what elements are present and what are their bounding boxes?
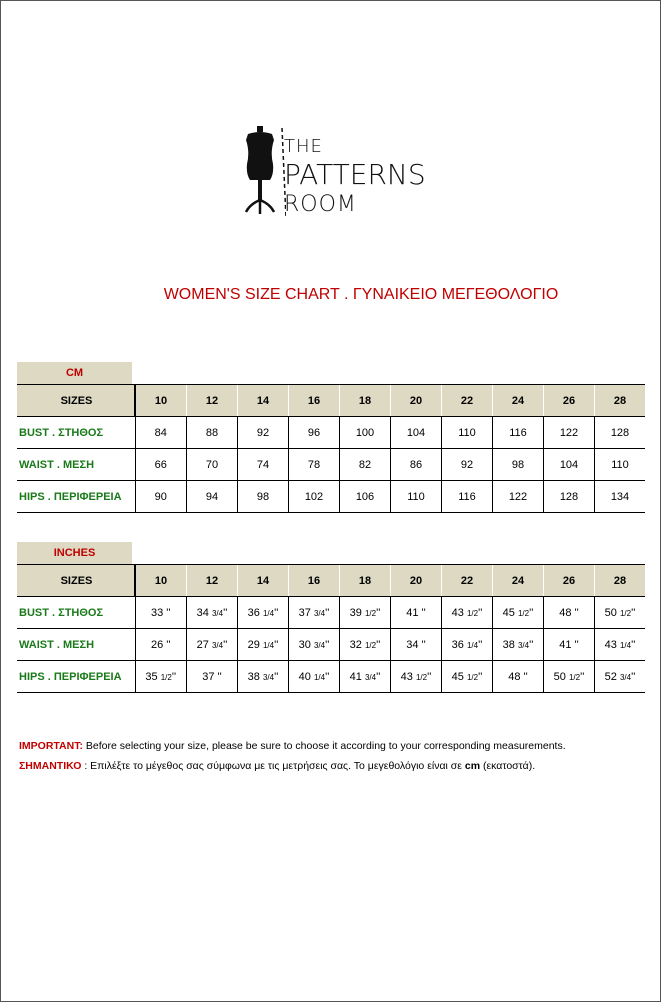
measure-whole: 26 bbox=[150, 638, 164, 651]
table-row bbox=[17, 481, 645, 513]
table-row bbox=[17, 449, 645, 481]
measurement-cell: 104 bbox=[544, 449, 595, 481]
inch-mark: '' bbox=[223, 606, 228, 619]
measurement-cell: 110 bbox=[442, 417, 493, 449]
size-18: 18 bbox=[340, 385, 391, 417]
measurement-cell bbox=[544, 597, 595, 629]
measurement-cell bbox=[135, 629, 187, 661]
inch-mark: '' bbox=[274, 606, 279, 619]
measurement-cell: 66 bbox=[135, 449, 187, 481]
measurement-cell bbox=[493, 661, 544, 693]
size-24: 24 bbox=[493, 565, 544, 597]
measure-fraction: 1/2 bbox=[619, 608, 632, 618]
size-16: 16 bbox=[289, 565, 340, 597]
measure-whole: 34 bbox=[196, 606, 209, 619]
measurement-cell: 86 bbox=[391, 449, 442, 481]
measure-whole: 43 bbox=[451, 606, 464, 619]
size-22: 22 bbox=[442, 565, 493, 597]
table-row bbox=[17, 597, 645, 629]
size-14: 14 bbox=[238, 385, 289, 417]
measurement-cell bbox=[340, 629, 391, 661]
measurement-cell bbox=[135, 597, 187, 629]
measurement-cell: 100 bbox=[340, 417, 391, 449]
measure-fraction: 1/2 bbox=[160, 672, 172, 682]
inch-mark: '' bbox=[631, 638, 636, 651]
size-header-row bbox=[17, 565, 645, 597]
measure-whole: 30 bbox=[298, 638, 311, 651]
measurement-cell bbox=[187, 661, 238, 693]
measure-whole: 37 bbox=[202, 670, 215, 683]
important-label: IMPORTANT: bbox=[19, 740, 83, 752]
size-26: 26 bbox=[544, 385, 595, 417]
sizes-label: SIZES bbox=[17, 565, 135, 597]
measure-whole: 32 bbox=[349, 638, 362, 651]
measure-whole: 39 bbox=[349, 606, 362, 619]
size-16: 16 bbox=[289, 385, 340, 417]
inch-mark: '' bbox=[574, 606, 579, 619]
inch-size-table bbox=[17, 564, 645, 693]
important-note-gr bbox=[19, 760, 535, 772]
measurement-cell: 84 bbox=[135, 417, 187, 449]
measure-fraction: 1/4 bbox=[262, 608, 275, 618]
measure-whole: 41 bbox=[406, 606, 419, 619]
cm-size-table bbox=[17, 384, 645, 513]
brand-logo bbox=[236, 126, 436, 226]
measure-whole: 45 bbox=[502, 606, 515, 619]
measurement-cell bbox=[442, 629, 493, 661]
row-label: HIPS . ΠΕΡΙΦΕΡΕΙΑ bbox=[17, 661, 135, 693]
row-label: HIPS . ΠΕΡΙΦΕΡΕΙΑ bbox=[17, 481, 135, 513]
sizes-label: SIZES bbox=[17, 385, 135, 417]
size-12: 12 bbox=[187, 565, 238, 597]
size-10: 10 bbox=[135, 385, 187, 417]
measurement-cell bbox=[544, 661, 595, 693]
measure-whole: 38 bbox=[502, 638, 515, 651]
measure-fraction: 3/4 bbox=[517, 640, 530, 650]
measure-whole: 50 bbox=[604, 606, 617, 619]
measure-fraction: 1/2 bbox=[364, 608, 377, 618]
size-12: 12 bbox=[187, 385, 238, 417]
size-22: 22 bbox=[442, 385, 493, 417]
measure-fraction: 3/4 bbox=[619, 672, 632, 682]
measure-whole: 34 bbox=[406, 638, 419, 651]
size-18: 18 bbox=[340, 565, 391, 597]
inch-mark: '' bbox=[478, 606, 483, 619]
measurement-cell bbox=[135, 661, 187, 693]
size-28: 28 bbox=[595, 565, 646, 597]
measurement-cell: 128 bbox=[544, 481, 595, 513]
inch-mark: '' bbox=[376, 606, 381, 619]
inch-mark: '' bbox=[478, 670, 483, 683]
size-20: 20 bbox=[391, 565, 442, 597]
measurement-cell: 92 bbox=[442, 449, 493, 481]
measurement-cell: 70 bbox=[187, 449, 238, 481]
inch-mark: '' bbox=[529, 638, 534, 651]
measurement-cell: 110 bbox=[391, 481, 442, 513]
measurement-cell: 116 bbox=[442, 481, 493, 513]
measurement-cell bbox=[442, 661, 493, 693]
measure-whole: 41 bbox=[349, 670, 362, 683]
size-24: 24 bbox=[493, 385, 544, 417]
inch-mark: '' bbox=[523, 670, 528, 683]
measurement-cell bbox=[187, 597, 238, 629]
measurement-cell: 128 bbox=[595, 417, 646, 449]
cm-unit-label: CM bbox=[17, 362, 132, 384]
brand-the: THE bbox=[284, 136, 323, 157]
measurement-cell bbox=[442, 597, 493, 629]
table-row bbox=[17, 417, 645, 449]
measurement-cell: 122 bbox=[544, 417, 595, 449]
important-text-gr-end: (εκατοστά). bbox=[480, 760, 536, 772]
measurement-cell: 96 bbox=[289, 417, 340, 449]
measurement-cell: 102 bbox=[289, 481, 340, 513]
measurement-cell bbox=[493, 629, 544, 661]
measure-fraction: 1/2 bbox=[517, 608, 530, 618]
measurement-cell: 94 bbox=[187, 481, 238, 513]
measure-fraction: 1/2 bbox=[415, 672, 428, 682]
measurement-cell bbox=[238, 597, 289, 629]
brand-room: ROOM bbox=[284, 192, 357, 217]
size-20: 20 bbox=[391, 385, 442, 417]
measure-whole: 36 bbox=[451, 638, 464, 651]
measurement-cell bbox=[289, 661, 340, 693]
page-title: WOMEN'S SIZE CHART . ΓΥΝΑΙΚΕΙΟ ΜΕΓΕΘΟΛΟΓΙΟ bbox=[163, 286, 559, 303]
measure-whole: 45 bbox=[451, 670, 464, 683]
measurement-cell bbox=[391, 629, 442, 661]
inch-unit-label: INCHES bbox=[17, 542, 132, 564]
measure-whole: 36 bbox=[247, 606, 260, 619]
measure-fraction: 1/4 bbox=[313, 672, 326, 682]
measurement-cell bbox=[238, 661, 289, 693]
measure-whole: 43 bbox=[604, 638, 617, 651]
measurement-cell bbox=[391, 597, 442, 629]
measurement-cell: 82 bbox=[340, 449, 391, 481]
measure-whole: 52 bbox=[604, 670, 617, 683]
inch-mark: '' bbox=[421, 638, 426, 651]
measurement-cell bbox=[187, 629, 238, 661]
inch-mark: '' bbox=[217, 670, 222, 683]
row-label: BUST . ΣΤΗΘΟΣ bbox=[17, 597, 135, 629]
measurement-cell bbox=[595, 629, 646, 661]
inch-mark: '' bbox=[376, 638, 381, 651]
measurement-cell: 88 bbox=[187, 417, 238, 449]
size-14: 14 bbox=[238, 565, 289, 597]
dress-form-icon bbox=[240, 126, 286, 218]
measure-fraction: 3/4 bbox=[364, 672, 377, 682]
measure-fraction: 1/2 bbox=[466, 672, 479, 682]
size-header-row bbox=[17, 385, 645, 417]
measure-whole: 35 bbox=[145, 670, 158, 683]
inch-mark: '' bbox=[166, 606, 171, 619]
inch-mark: '' bbox=[478, 638, 483, 651]
measurement-cell bbox=[340, 597, 391, 629]
measurement-cell: 110 bbox=[595, 449, 646, 481]
inch-mark: '' bbox=[631, 606, 636, 619]
measurement-cell bbox=[238, 629, 289, 661]
inch-mark: '' bbox=[171, 670, 177, 683]
inch-mark: '' bbox=[580, 670, 585, 683]
measurement-cell bbox=[289, 597, 340, 629]
measurement-cell bbox=[340, 661, 391, 693]
measure-fraction: 1/2 bbox=[568, 672, 581, 682]
measurement-cell: 90 bbox=[135, 481, 187, 513]
inch-mark: '' bbox=[166, 638, 171, 651]
measure-fraction: 1/4 bbox=[466, 640, 479, 650]
row-label: WAIST . ΜΕΣΗ bbox=[17, 449, 135, 481]
important-note-en bbox=[19, 740, 566, 752]
measure-fraction: 3/4 bbox=[313, 640, 326, 650]
measurement-cell bbox=[544, 629, 595, 661]
measurement-cell: 106 bbox=[340, 481, 391, 513]
measurement-cell bbox=[289, 629, 340, 661]
measurement-cell: 116 bbox=[493, 417, 544, 449]
measure-fraction: 1/4 bbox=[262, 640, 275, 650]
measure-whole: 38 bbox=[247, 670, 260, 683]
measurement-cell: 78 bbox=[289, 449, 340, 481]
measurement-cell bbox=[391, 661, 442, 693]
measure-whole: 48 bbox=[559, 606, 572, 619]
measurement-cell bbox=[493, 597, 544, 629]
measure-whole: 43 bbox=[400, 670, 413, 683]
measurement-cell: 104 bbox=[391, 417, 442, 449]
measurement-cell bbox=[595, 661, 646, 693]
inch-mark: '' bbox=[325, 606, 330, 619]
measure-fraction: 3/4 bbox=[313, 608, 326, 618]
inch-mark: '' bbox=[274, 638, 279, 651]
measure-fraction: 1/4 bbox=[619, 640, 632, 650]
measure-whole: 41 bbox=[559, 638, 572, 651]
inch-mark: '' bbox=[427, 670, 432, 683]
row-label: WAIST . ΜΕΣΗ bbox=[17, 629, 135, 661]
measurement-cell: 98 bbox=[238, 481, 289, 513]
important-label-gr: ΣΗΜΑΝΤΙΚΟ bbox=[19, 760, 82, 772]
measurement-cell: 74 bbox=[238, 449, 289, 481]
measure-fraction: 3/4 bbox=[262, 672, 275, 682]
measure-whole: 33 bbox=[150, 606, 164, 619]
size-28: 28 bbox=[595, 385, 646, 417]
measure-whole: 48 bbox=[508, 670, 521, 683]
inch-mark: '' bbox=[325, 638, 330, 651]
table-row bbox=[17, 661, 645, 693]
important-text-gr: : Επιλέξτε το μέγεθος σας σύμφωνα με τις μετρήσεις σας. Το μεγεθολόγιο είναι σε bbox=[81, 760, 465, 772]
unit-cm: cm bbox=[464, 760, 481, 772]
inch-mark: '' bbox=[325, 670, 330, 683]
size-10: 10 bbox=[135, 565, 187, 597]
measurement-cell: 122 bbox=[493, 481, 544, 513]
inch-mark: '' bbox=[376, 670, 381, 683]
measure-fraction: 1/2 bbox=[364, 640, 377, 650]
measurement-cell: 134 bbox=[595, 481, 646, 513]
measurement-cell: 98 bbox=[493, 449, 544, 481]
brand-patterns: PATTERNS bbox=[284, 158, 426, 191]
measure-fraction: 3/4 bbox=[211, 640, 224, 650]
row-label: BUST . ΣΤΗΘΟΣ bbox=[17, 417, 135, 449]
measure-whole: 37 bbox=[298, 606, 311, 619]
inch-mark: '' bbox=[274, 670, 279, 683]
measure-whole: 27 bbox=[196, 638, 209, 651]
measure-whole: 29 bbox=[247, 638, 260, 651]
inch-mark: '' bbox=[421, 606, 426, 619]
measure-whole: 40 bbox=[298, 670, 311, 683]
size-26: 26 bbox=[544, 565, 595, 597]
table-row bbox=[17, 629, 645, 661]
inch-mark: '' bbox=[631, 670, 636, 683]
important-text: Before selecting your size, please be sure to choose it according to your corresponding measurements. bbox=[82, 740, 566, 752]
measurement-cell: 92 bbox=[238, 417, 289, 449]
measure-fraction: 3/4 bbox=[211, 608, 224, 618]
measure-whole: 50 bbox=[553, 670, 566, 683]
inch-mark: '' bbox=[574, 638, 579, 651]
inch-mark: '' bbox=[529, 606, 534, 619]
inch-mark: '' bbox=[223, 638, 228, 651]
measurement-cell bbox=[595, 597, 646, 629]
measure-fraction: 1/2 bbox=[466, 608, 479, 618]
